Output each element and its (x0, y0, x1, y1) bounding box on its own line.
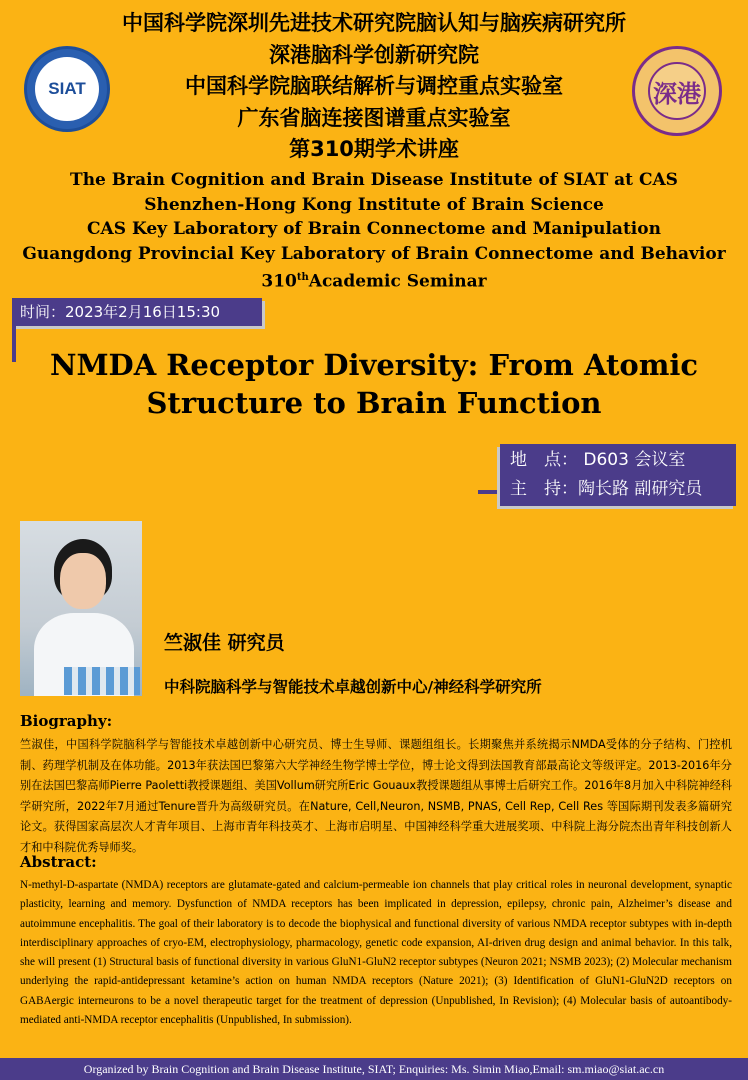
cn-title-line-4: 广东省脑连接图谱重点实验室 (237, 105, 511, 130)
speaker-affiliation: 中科院脑科学与智能技术卓越创新中心/神经科学研究所 (164, 678, 542, 696)
cn-title-line-1: 中国科学院深圳先进技术研究院脑认知与脑疾病研究所 (122, 11, 626, 35)
seminar-number (0, 266, 748, 294)
venue-box (500, 444, 736, 506)
seminar-label: Academic Seminar (308, 271, 487, 292)
talk-title: NMDA Receptor Diversity: From Atomic Structure to Brain Function (49, 348, 699, 420)
cn-title-line-3: 中国科学院脑联结解析与调控重点实验室 (185, 74, 563, 98)
chinese-header (0, 8, 748, 166)
cn-title-line-2: 深港脑科学创新研究院 (269, 42, 479, 67)
en-title-line-1: The Brain Cognition and Brain Disease Institute of SIAT at CAS (70, 170, 678, 190)
en-title-line-4: Guangdong Provincial Key Laboratory of Brain Connectome and Behavior (22, 243, 726, 264)
seminar-ordinal: th (296, 272, 309, 283)
venue-host: 主 持：陶长路 副研究员 (510, 479, 703, 499)
photo-sample-tubes (64, 667, 140, 695)
venue-box-accent (478, 490, 502, 494)
time-box: 时间：2023年2月16日15:30 (12, 298, 262, 326)
time-box-accent (12, 326, 16, 362)
speaker-photo (20, 521, 142, 696)
abstract-heading: Abstract: (20, 853, 97, 871)
english-header (0, 168, 748, 294)
en-title-line-3: CAS Key Laboratory of Brain Connectome and Manipulation (87, 219, 661, 239)
footer: Organized by Brain Cognition and Brain Disease Institute, SIAT; Enquiries: Ms. Simin Miao,Email: sm.miao@siat.ac.cn (0, 1058, 748, 1080)
biography-heading: Biography: (20, 712, 113, 730)
photo-face (60, 553, 106, 609)
cn-title-line-5: 第310期学术讲座 (289, 137, 459, 161)
en-title-line-2: Shenzhen-Hong Kong Institute of Brain Science (144, 194, 604, 215)
biography-text: 竺淑佳，中国科学院脑科学与智能技术卓越创新中心研究员、博士生导师、课题组组长。长期聚焦并系统揭示NMDA受体的分子结构、门控机制、药理学机制及在体功能。2013年获法国巴黎第六大学神经生物学博士学位，博士论文得到法国教育部最高论文等级评定。2013-2016年分别在法国巴黎高师Pierre Paoletti教授课题组、美国Vollum研究所Eric Gouaux教授课题组从事博士后研究工作。2016年8月加入中科院神经科学研究所，2022年7月通过Tenure晋升为高级研究员。在Nature, Cell,Neuron, NSMB, PNAS, Cell Rep, Cell Res 等国际期刊发表多篇研究论文。获得国家高层次人才青年项目、上海市青年科技英才、上海市启明星、中国神经科学重大进展奖项、中科院上海分院杰出青年科技创新人才和中科院优秀导师奖。 (20, 738, 732, 854)
seminar-number-value: 310 (261, 271, 297, 292)
speaker-name: 竺淑佳 研究员 (164, 632, 285, 654)
abstract-text: N-methyl-D-aspartate (NMDA) receptors are glutamate-gated and calcium-permeable ion channels that play critical roles in neuronal development, synaptic plasticity, learning and memory. Dysfunction of NMDA receptors has been implicated in depression, epilepsy, chronic pain, Alzheimer’s disease and autoimmune encephalitis. The goal of their laboratory is to decode the biophysical and functional diversity of various NMDA receptor subtypes with in-depth interdisciplinary approaches of cryo-EM, electrophysiology, pharmacology, genetic code expansion, AI-driven drug design and animal behavior. In this talk, she will present (1) Structural basis of functional diversity in various GluN1-GluN2 receptor subtypes (Neuron 2021; NSMB 2023); (2) Molecular mechanism underlying the rapid-antidepressant ketamine’s action on human NMDA receptors (Nature 2021); (3) Identification of GluN1-GluN2D receptors on GABAergic interneurons to be a novel therapeutic target for the treatment of depression (Unpublished, In Revision); (4) Molecular basis of autoantibody-mediated anti-NMDA receptor encephalitis (Unpublished, In submission). (20, 879, 732, 1027)
siat-logo-text: SIAT (35, 57, 99, 121)
institute-logo-text: 深港 (648, 62, 706, 120)
venue-location: 地 点： D603 会议室 (510, 450, 686, 470)
